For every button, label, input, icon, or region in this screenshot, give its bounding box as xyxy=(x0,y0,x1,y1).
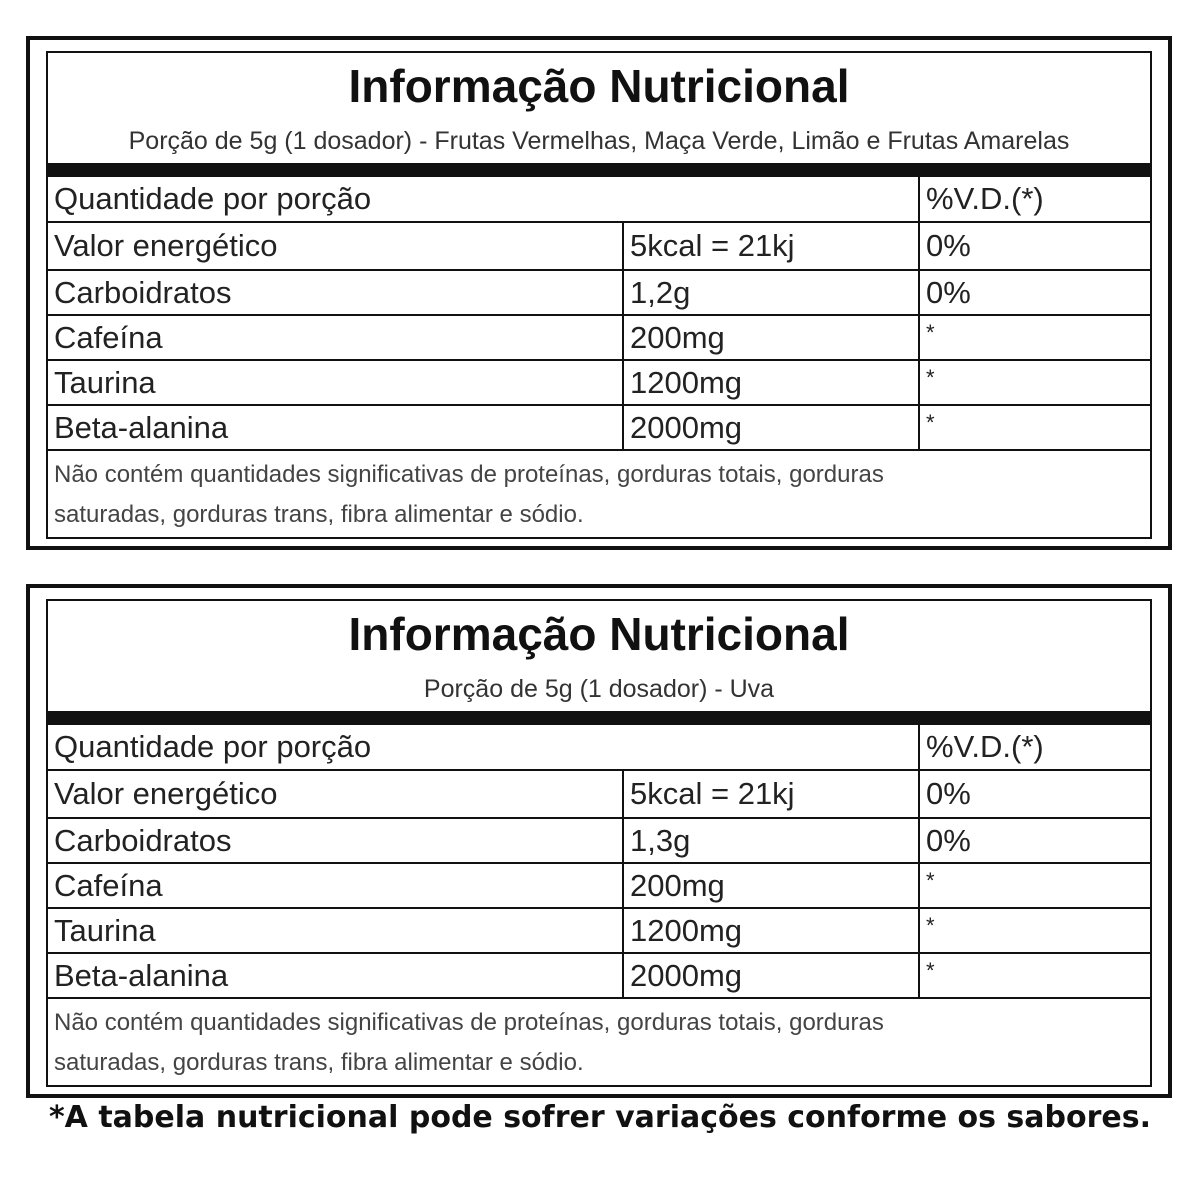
table-header xyxy=(48,601,1150,725)
nutrient-amount: 1,2g xyxy=(624,271,920,314)
nutrient-name: Taurina xyxy=(48,361,624,404)
variation-footnote: *A tabela nutricional pode sofrer variações conforme os sabores. xyxy=(48,1100,1152,1135)
nutrient-dv: * xyxy=(926,958,935,983)
nutrition-table-grape xyxy=(26,584,1172,1098)
nutrient-amount: 5kcal = 21kj xyxy=(624,771,920,817)
disclaimer-line: Não contém quantidades significativas de proteínas, gorduras totais, gorduras xyxy=(54,461,884,488)
table-row xyxy=(48,909,1150,954)
quantity-header: Quantidade por porção xyxy=(48,725,920,769)
table-row xyxy=(48,406,1150,451)
nutrient-dv: * xyxy=(926,410,935,435)
nutrient-amount: 2000mg xyxy=(624,406,920,449)
disclaimer-note xyxy=(48,451,1150,537)
nutrient-amount: 1,3g xyxy=(624,819,920,862)
nutrient-dv: * xyxy=(926,320,935,345)
table-row xyxy=(48,316,1150,361)
table-row xyxy=(48,819,1150,864)
disclaimer-note xyxy=(48,999,1150,1085)
nutrient-amount: 200mg xyxy=(624,864,920,907)
quantity-header: Quantidade por porção xyxy=(48,177,920,221)
disclaimer-line: saturadas, gorduras trans, fibra alimentar e sódio. xyxy=(54,1049,584,1076)
nutrient-dv: * xyxy=(926,913,935,938)
column-header-row xyxy=(48,177,1150,223)
nutrient-amount: 2000mg xyxy=(624,954,920,997)
nutrient-amount: 1200mg xyxy=(624,909,920,952)
nutrient-amount: 5kcal = 21kj xyxy=(624,223,920,269)
nutrition-table-fruits xyxy=(26,36,1172,550)
nutrient-dv: 0% xyxy=(926,776,971,811)
nutrient-name: Beta-alanina xyxy=(48,406,624,449)
nutrient-name: Taurina xyxy=(48,909,624,952)
nutrient-name: Carboidratos xyxy=(48,271,624,314)
table-row xyxy=(48,954,1150,999)
nutrient-dv: * xyxy=(926,868,935,893)
disclaimer-line: saturadas, gorduras trans, fibra alimentar e sódio. xyxy=(54,501,584,528)
table-title: Informação Nutricional xyxy=(348,608,850,660)
nutrition-table-inner xyxy=(46,599,1152,1087)
nutrient-dv: 0% xyxy=(926,822,971,858)
nutrient-name: Carboidratos xyxy=(48,819,624,862)
table-row xyxy=(48,361,1150,406)
nutrient-name: Beta-alanina xyxy=(48,954,624,997)
nutrition-table-inner xyxy=(46,51,1152,539)
nutrient-name: Cafeína xyxy=(48,864,624,907)
nutrient-name: Valor energético xyxy=(48,223,624,269)
column-header-row xyxy=(48,725,1150,771)
table-row xyxy=(48,223,1150,271)
nutrient-name: Cafeína xyxy=(48,316,624,359)
dv-header: %V.D.(*) xyxy=(926,181,1044,216)
dv-header: %V.D.(*) xyxy=(926,729,1044,764)
serving-size: Porção de 5g (1 dosador) - Frutas Vermelhas, Maça Verde, Limão e Frutas Amarelas xyxy=(128,127,1070,155)
nutrient-dv: 0% xyxy=(926,274,971,310)
serving-size: Porção de 5g (1 dosador) - Uva xyxy=(423,675,775,703)
nutrient-name: Valor energético xyxy=(48,771,624,817)
nutrient-amount: 1200mg xyxy=(624,361,920,404)
disclaimer-line: Não contém quantidades significativas de proteínas, gorduras totais, gorduras xyxy=(54,1009,884,1036)
table-title: Informação Nutricional xyxy=(348,60,850,112)
table-row xyxy=(48,271,1150,316)
table-row xyxy=(48,864,1150,909)
nutrient-dv: 0% xyxy=(926,228,971,263)
nutrient-dv: * xyxy=(926,365,935,390)
table-row xyxy=(48,771,1150,819)
table-header xyxy=(48,53,1150,177)
nutrient-amount: 200mg xyxy=(624,316,920,359)
